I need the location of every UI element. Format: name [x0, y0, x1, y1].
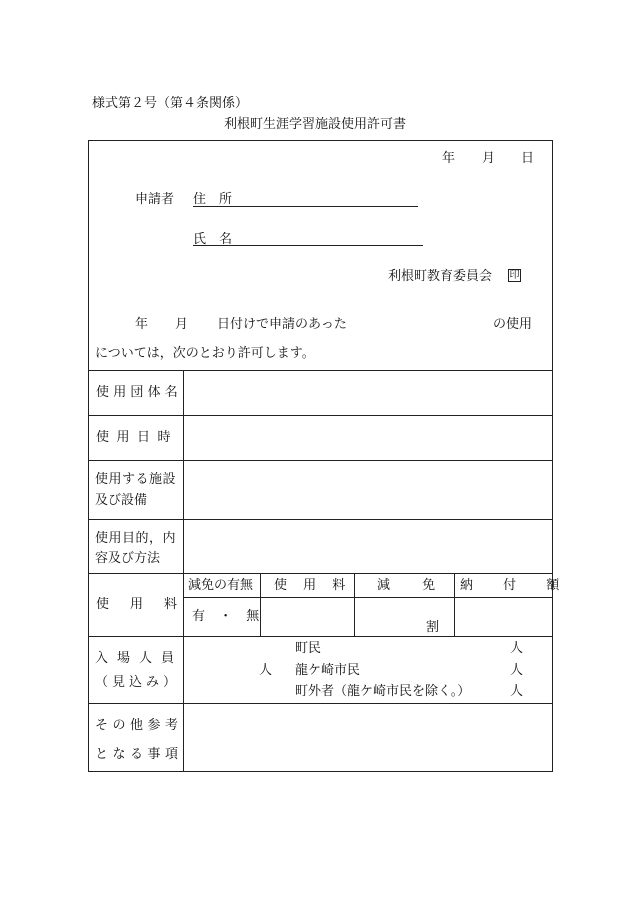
fee-column-divider: [454, 573, 455, 636]
exemption-wari: 割: [426, 620, 440, 635]
row-divider: [88, 573, 553, 574]
address-underline: [193, 206, 418, 207]
label-other-1: その他参考: [95, 718, 183, 733]
body-month: 月: [175, 317, 189, 332]
fee-header-divider: [183, 597, 553, 598]
row-divider: [88, 370, 553, 371]
fee-column-divider: [260, 573, 261, 636]
label-purpose-1: 使用目的，内: [95, 531, 177, 546]
body-text-applied: 日付けで申請のあった: [217, 317, 347, 332]
attendance-outside-label: 町外者（龍ケ崎市民を除く。）: [295, 684, 471, 699]
fee-header-payment: 納 付 額: [460, 578, 573, 593]
document-title: 利根町生涯学習施設使用許可書: [224, 117, 407, 132]
attendance-townsfolk-label: 町民: [295, 641, 322, 656]
body-text-permission: については，次のとおり許可します。: [95, 346, 315, 361]
attendance-total-unit: 人: [259, 663, 273, 678]
row-divider: [88, 519, 553, 520]
fee-header-exemption: 減 免: [377, 578, 450, 593]
label-fee: 使用料: [96, 597, 199, 612]
date-month: 月: [482, 151, 496, 166]
attendance-townsfolk-unit: 人: [510, 641, 524, 656]
attendance-ryugasaki-label: 龍ケ崎市民: [295, 663, 361, 678]
label-column-divider: [183, 370, 184, 772]
form-number: 様式第２号（第４条関係）: [92, 96, 249, 111]
attendance-ryugasaki-unit: 人: [510, 663, 524, 678]
applicant-label: 申請者: [135, 192, 175, 207]
seal-mark: 印: [509, 270, 520, 281]
body-text-use: の使用: [493, 317, 533, 332]
address-label: 住 所: [193, 192, 233, 207]
date-day: 日: [521, 151, 535, 166]
row-divider: [88, 636, 553, 637]
body-year: 年: [135, 317, 149, 332]
date-year: 年: [442, 151, 456, 166]
label-datetime: 使用日時: [96, 430, 179, 445]
row-divider: [88, 460, 553, 461]
fee-header-exemption-status: 減免の有無: [188, 578, 254, 593]
label-attendance-2: （見込み）: [95, 675, 181, 690]
label-attendance-1: 入場人員: [95, 651, 184, 666]
name-label: 氏 名: [193, 232, 233, 247]
label-facility-2: 及び設備: [95, 493, 148, 508]
attendance-outside-unit: 人: [510, 684, 524, 699]
label-group-name: [96, 385, 183, 400]
fee-column-divider: [354, 573, 355, 636]
issuer-name: 利根町教育委員会: [388, 269, 493, 284]
row-divider: [88, 703, 553, 704]
label-purpose-2: 容及び方法: [95, 551, 161, 566]
exemption-value: 有 ・ 無: [192, 609, 265, 624]
label-facility-1: 使用する施設: [95, 472, 177, 487]
label-other-2: となる事項: [95, 747, 183, 762]
name-underline: [193, 245, 423, 246]
row-divider: [88, 415, 553, 416]
label-text: 使用団体名: [96, 385, 183, 400]
fee-header-fee: 使 用 料: [274, 578, 352, 593]
